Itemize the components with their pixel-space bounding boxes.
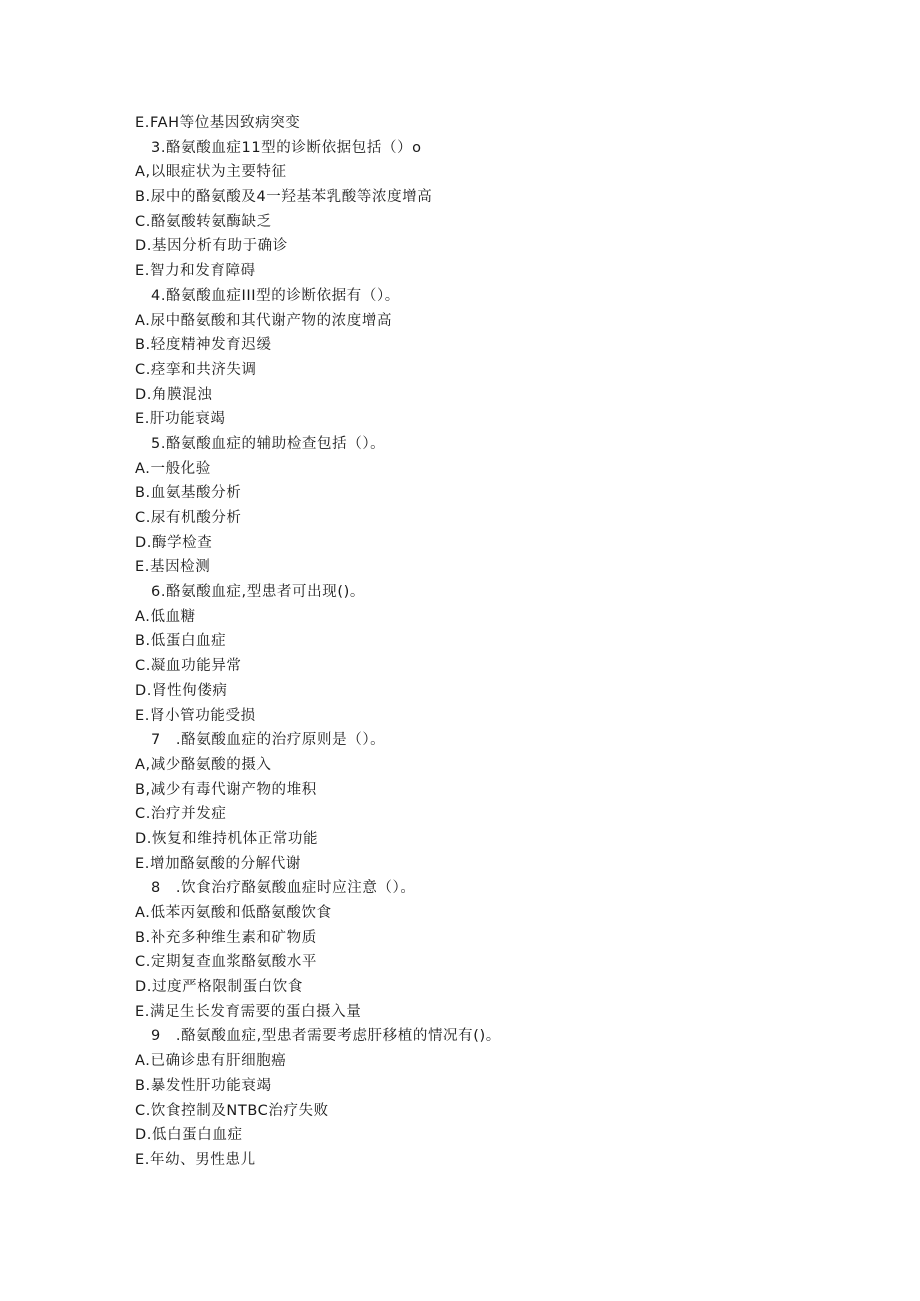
option-line: B.补充多种维生素和矿物质 <box>135 929 317 946</box>
option-line: B.血氨基酸分析 <box>135 485 242 502</box>
option-line: C.痉挛和共济失调 <box>135 361 257 378</box>
option-line: C.定期复查血浆酪氨酸水平 <box>135 954 318 971</box>
option-line: E.肝功能衰竭 <box>135 411 226 428</box>
option-line: B.尿中的酪氨酸及4一羟基苯乳酸等浓度增高 <box>135 189 433 206</box>
option-line: E.增加酪氨酸的分解代谢 <box>135 855 301 872</box>
option-line: C.饮食控制及NTBC治疗失败 <box>135 1102 329 1119</box>
question-line: 9 .酪氨酸血症,型患者需要考虑肝移植的情况有()。 <box>151 1028 501 1045</box>
option-line: A.低血糖 <box>135 608 196 625</box>
option-line: E.肾小管功能受损 <box>135 707 256 724</box>
question-list <box>135 111 835 1173</box>
option-line: A.一般化验 <box>135 460 211 477</box>
option-line: C.治疗并发症 <box>135 806 227 823</box>
option-line: D.基因分析有助于确诊 <box>135 238 288 255</box>
option-line: B.低蛋白血症 <box>135 633 227 650</box>
option-line: A,减少酪氨酸的摄入 <box>135 756 272 773</box>
option-line: D.肾性佝偻病 <box>135 682 228 699</box>
option-line: E.年幼、男性患儿 <box>135 1151 256 1168</box>
option-line: A.尿中酪氨酸和其代谢产物的浓度增高 <box>135 312 393 329</box>
question-line: 3.酪氨酸血症11型的诊断依据包括（）o <box>151 139 422 156</box>
question-line: 5.酪氨酸血症的辅助检查包括（）。 <box>151 435 386 452</box>
option-line: D.角膜混浊 <box>135 386 213 403</box>
option-line: E.智力和发育障碍 <box>135 263 256 280</box>
option-line: E.FAH等位基因致病突变 <box>135 115 301 131</box>
option-line: C.尿有机酸分析 <box>135 510 242 526</box>
question-line: 8 .饮食治疗酪氨酸血症时应注意（）。 <box>151 880 416 897</box>
option-line: D.恢复和维持机体正常功能 <box>135 830 319 847</box>
option-line: C.酪氨酸转氨酶缺乏 <box>135 213 272 230</box>
option-line: A,以眼症状为主要特征 <box>135 164 287 181</box>
option-line: B.轻度精神发育迟缓 <box>135 337 272 354</box>
option-line: E.基因检测 <box>135 559 211 576</box>
option-line: D.酶学检查 <box>135 534 213 551</box>
option-line: C.凝血功能异常 <box>135 658 242 675</box>
question-line: 7 .酪氨酸血症的治疗原则是（）。 <box>151 732 386 749</box>
option-line: E.满足生长发育需要的蛋白摄入量 <box>135 1003 362 1020</box>
option-line: D.过度严格限制蛋白饮食 <box>135 979 303 996</box>
option-line: D.低白蛋白血症 <box>135 1127 243 1144</box>
option-line: B.暴发性肝功能衰竭 <box>135 1077 272 1094</box>
option-line: B,减少有毒代谢产物的堆积 <box>135 781 317 798</box>
question-line: 4.酪氨酸血症III型的诊断依据有（）。 <box>151 287 400 304</box>
option-line: A.已确诊患有肝细胞癌 <box>135 1053 287 1070</box>
question-line: 6.酪氨酸血症,型患者可出现()。 <box>151 584 365 601</box>
option-line: A.低苯丙氨酸和低酪氨酸饮食 <box>135 905 332 921</box>
